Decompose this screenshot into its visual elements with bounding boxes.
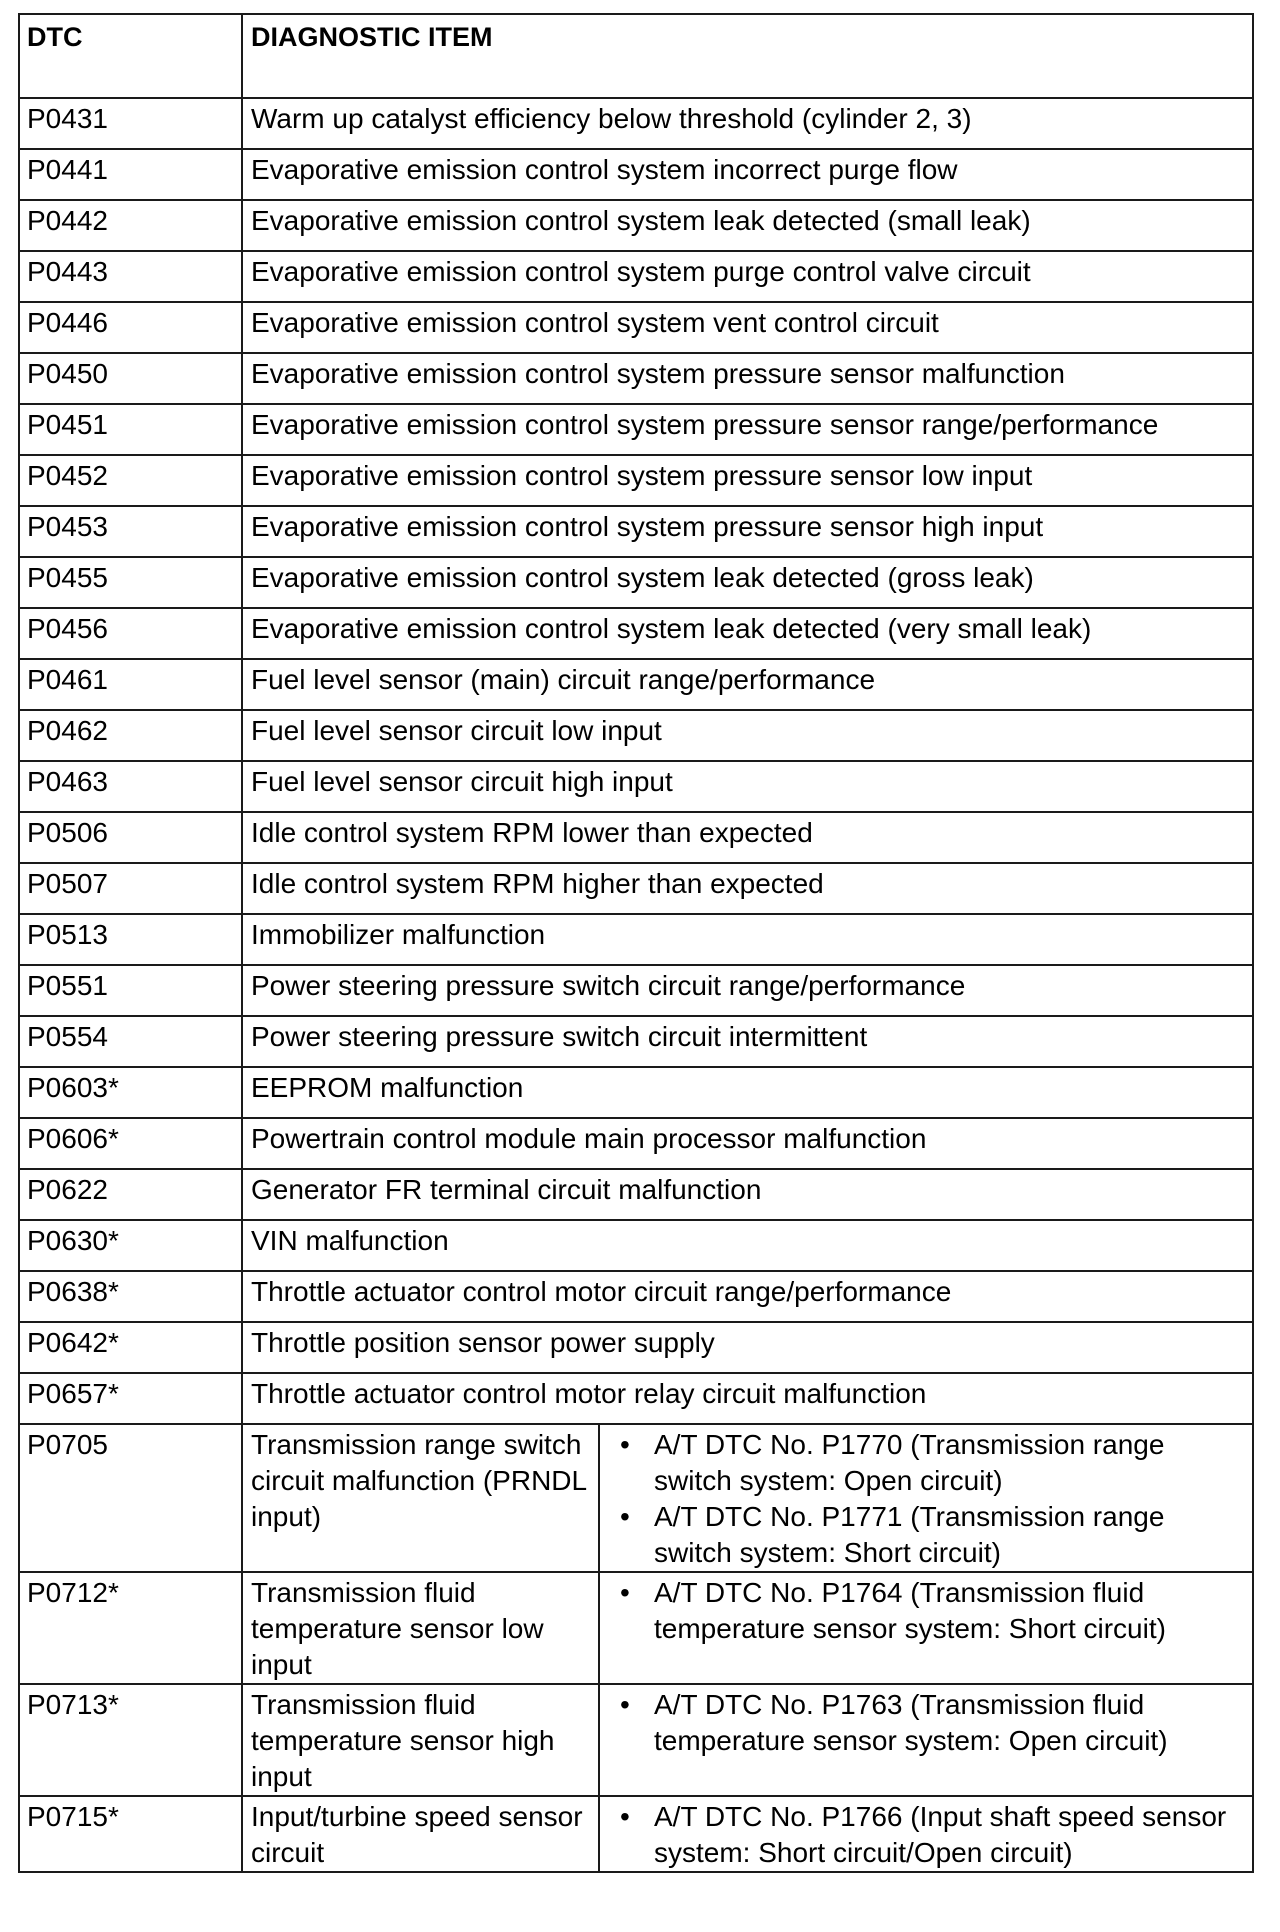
table-row — [19, 149, 1253, 200]
table-row — [19, 1169, 1253, 1220]
table-row — [19, 1067, 1253, 1118]
diagnostic-item: Transmission fluid temperature sensor low input — [242, 1572, 599, 1684]
diagnostic-item: Idle control system RPM lower than expected — [242, 812, 1253, 863]
table-row-detail — [19, 1684, 1253, 1796]
diagnostic-item: Evaporative emission control system leak detected (very small leak) — [242, 608, 1253, 659]
table-row — [19, 98, 1253, 149]
dtc-code: P0713* — [19, 1684, 242, 1796]
table-row — [19, 1220, 1253, 1271]
dtc-code: P0462 — [19, 710, 242, 761]
dtc-code: P0630* — [19, 1220, 242, 1271]
related-at-dtc-list — [608, 1799, 1244, 1871]
dtc-code: P0554 — [19, 1016, 242, 1067]
bullet-icon: • — [620, 1577, 630, 1608]
diagnostic-item: Fuel level sensor (main) circuit range/performance — [242, 659, 1253, 710]
diagnostic-item: Powertrain control module main processor malfunction — [242, 1118, 1253, 1169]
diagnostic-item: Power steering pressure switch circuit intermittent — [242, 1016, 1253, 1067]
table-row — [19, 608, 1253, 659]
diagnostic-item: EEPROM malfunction — [242, 1067, 1253, 1118]
dtc-code: P0705 — [19, 1424, 242, 1572]
table-row — [19, 914, 1253, 965]
dtc-code: P0452 — [19, 455, 242, 506]
table-row — [19, 200, 1253, 251]
bullet-icon: • — [620, 1801, 630, 1832]
table-row — [19, 659, 1253, 710]
related-at-dtc-item — [608, 1499, 1244, 1571]
dtc-code: P0443 — [19, 251, 242, 302]
table-row — [19, 251, 1253, 302]
related-at-dtc-item — [608, 1799, 1244, 1871]
diagnostic-item: Evaporative emission control system incorrect purge flow — [242, 149, 1253, 200]
related-at-dtc-cell — [599, 1572, 1253, 1684]
table-row-detail — [19, 1796, 1253, 1872]
dtc-code: P0606* — [19, 1118, 242, 1169]
dtc-code: P0450 — [19, 353, 242, 404]
dtc-code: P0463 — [19, 761, 242, 812]
related-at-dtc-text: A/T DTC No. P1770 (Transmission range switch system: Open circuit) — [654, 1429, 1165, 1496]
bullet-icon: • — [620, 1429, 630, 1460]
dtc-code: P0712* — [19, 1572, 242, 1684]
related-at-dtc-item — [608, 1575, 1244, 1647]
dtc-code: P0551 — [19, 965, 242, 1016]
table-row-detail — [19, 1572, 1253, 1684]
dtc-code: P0453 — [19, 506, 242, 557]
related-at-dtc-cell — [599, 1684, 1253, 1796]
header-dtc: DTC — [19, 14, 242, 98]
related-at-dtc-text: A/T DTC No. P1766 (Input shaft speed sensor system: Short circuit/Open circuit) — [654, 1801, 1227, 1868]
dtc-code: P0442 — [19, 200, 242, 251]
table-header-row — [19, 14, 1253, 98]
table-row — [19, 557, 1253, 608]
diagnostic-item: Evaporative emission control system leak detected (gross leak) — [242, 557, 1253, 608]
diagnostic-item: Fuel level sensor circuit high input — [242, 761, 1253, 812]
dtc-code: P0446 — [19, 302, 242, 353]
dtc-code: P0603* — [19, 1067, 242, 1118]
dtc-code: P0461 — [19, 659, 242, 710]
diagnostic-item: Evaporative emission control system vent control circuit — [242, 302, 1253, 353]
diagnostic-item: Idle control system RPM higher than expected — [242, 863, 1253, 914]
table-row — [19, 1016, 1253, 1067]
table-row — [19, 455, 1253, 506]
diagnostic-item: Throttle actuator control motor relay circuit malfunction — [242, 1373, 1253, 1424]
dtc-code: P0657* — [19, 1373, 242, 1424]
related-at-dtc-cell — [599, 1424, 1253, 1572]
dtc-code: P0456 — [19, 608, 242, 659]
dtc-code: P0638* — [19, 1271, 242, 1322]
dtc-code: P0715* — [19, 1796, 242, 1872]
dtc-document — [18, 13, 1252, 1873]
diagnostic-item: Immobilizer malfunction — [242, 914, 1253, 965]
diagnostic-item: Power steering pressure switch circuit range/performance — [242, 965, 1253, 1016]
diagnostic-item: Transmission range switch circuit malfunction (PRNDL input) — [242, 1424, 599, 1572]
bullet-icon: • — [620, 1501, 630, 1532]
related-at-dtc-list — [608, 1575, 1244, 1647]
table-row-detail — [19, 1424, 1253, 1572]
table-row — [19, 761, 1253, 812]
dtc-code: P0507 — [19, 863, 242, 914]
related-at-dtc-list — [608, 1687, 1244, 1759]
table-row — [19, 353, 1253, 404]
table-row — [19, 1118, 1253, 1169]
table-row — [19, 1271, 1253, 1322]
bullet-icon: • — [620, 1689, 630, 1720]
dtc-code: P0455 — [19, 557, 242, 608]
diagnostic-item: Warm up catalyst efficiency below threshold (cylinder 2, 3) — [242, 98, 1253, 149]
table-row — [19, 1373, 1253, 1424]
diagnostic-item: Transmission fluid temperature sensor high input — [242, 1684, 599, 1796]
dtc-code: P0513 — [19, 914, 242, 965]
dtc-code: P0441 — [19, 149, 242, 200]
table-row — [19, 404, 1253, 455]
diagnostic-item: Evaporative emission control system leak detected (small leak) — [242, 200, 1253, 251]
table-row — [19, 965, 1253, 1016]
table-row — [19, 812, 1253, 863]
related-at-dtc-list — [608, 1427, 1244, 1571]
diagnostic-item: Evaporative emission control system pressure sensor malfunction — [242, 353, 1253, 404]
diagnostic-item: Throttle actuator control motor circuit range/performance — [242, 1271, 1253, 1322]
diagnostic-item: Evaporative emission control system pressure sensor range/performance — [242, 404, 1253, 455]
dtc-code: P0622 — [19, 1169, 242, 1220]
header-diagnostic-item: DIAGNOSTIC ITEM — [242, 14, 1253, 98]
related-at-dtc-item — [608, 1687, 1244, 1759]
diagnostic-item: Fuel level sensor circuit low input — [242, 710, 1253, 761]
dtc-code: P0431 — [19, 98, 242, 149]
diagnostic-item: Evaporative emission control system pressure sensor low input — [242, 455, 1253, 506]
table-row — [19, 863, 1253, 914]
related-at-dtc-text: A/T DTC No. P1771 (Transmission range switch system: Short circuit) — [654, 1501, 1165, 1568]
dtc-code: P0642* — [19, 1322, 242, 1373]
table-row — [19, 710, 1253, 761]
diagnostic-item: Generator FR terminal circuit malfunction — [242, 1169, 1253, 1220]
related-at-dtc-cell — [599, 1796, 1253, 1872]
dtc-code: P0506 — [19, 812, 242, 863]
diagnostic-item: Evaporative emission control system purge control valve circuit — [242, 251, 1253, 302]
diagnostic-item: Input/turbine speed sensor circuit — [242, 1796, 599, 1872]
related-at-dtc-text: A/T DTC No. P1763 (Transmission fluid temperature sensor system: Open circuit) — [654, 1689, 1168, 1756]
table-row — [19, 506, 1253, 557]
related-at-dtc-item — [608, 1427, 1244, 1499]
dtc-table — [18, 13, 1254, 1873]
table-row — [19, 302, 1253, 353]
dtc-code: P0451 — [19, 404, 242, 455]
diagnostic-item: VIN malfunction — [242, 1220, 1253, 1271]
diagnostic-item: Throttle position sensor power supply — [242, 1322, 1253, 1373]
diagnostic-item: Evaporative emission control system pressure sensor high input — [242, 506, 1253, 557]
table-row — [19, 1322, 1253, 1373]
related-at-dtc-text: A/T DTC No. P1764 (Transmission fluid temperature sensor system: Short circuit) — [654, 1577, 1166, 1644]
